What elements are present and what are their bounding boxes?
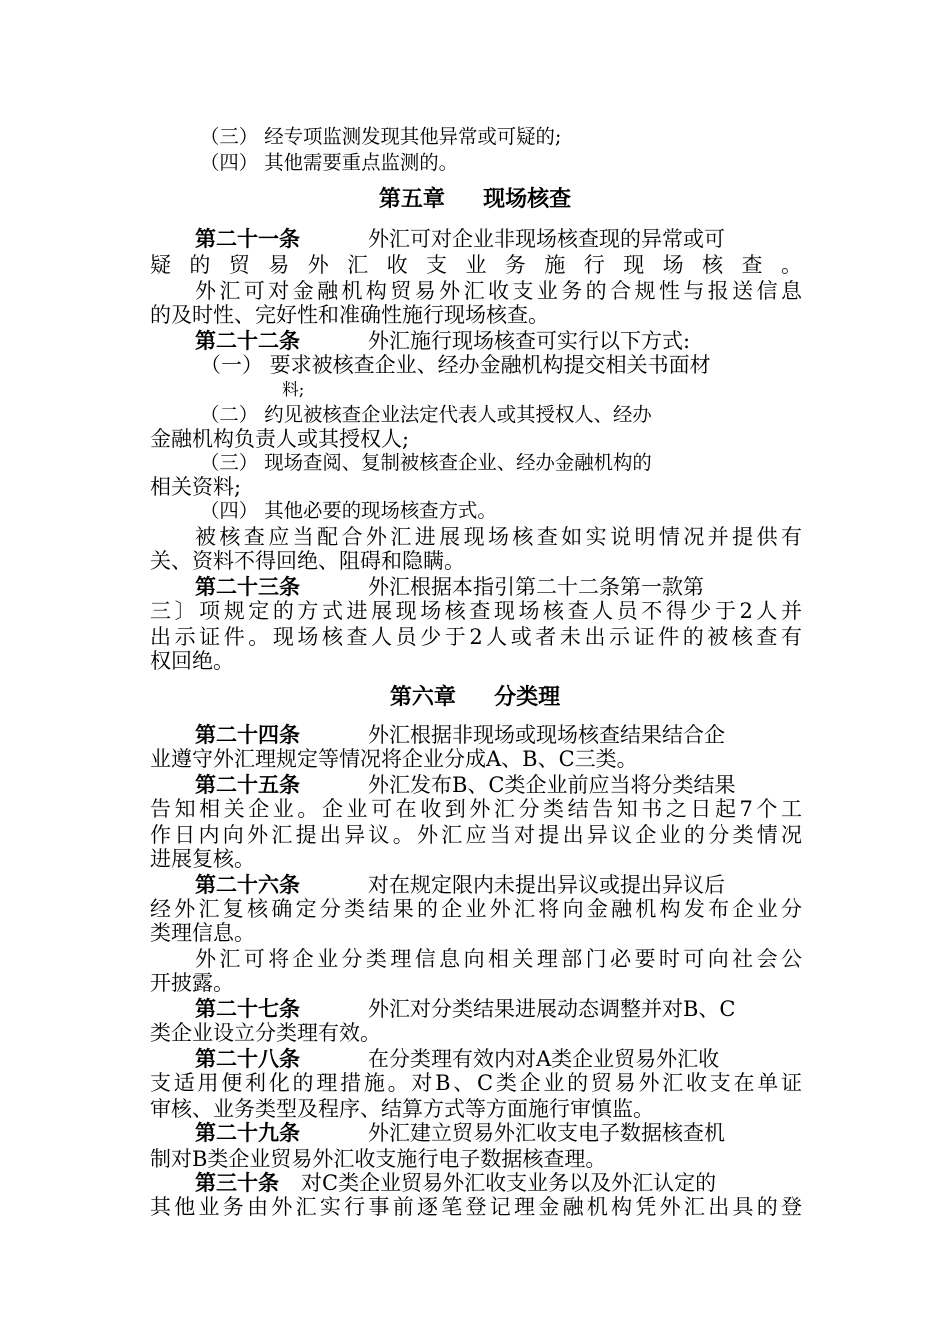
text-line: 三〕项规定的方式进展现场核查现场核查人员不得少于2人并 bbox=[150, 599, 802, 623]
text-line: （二） 约见被核查企业法定代表人或其授权人、经办 bbox=[200, 403, 652, 426]
article-number: 第二十三条 bbox=[195, 575, 300, 599]
text-line: 料; bbox=[282, 379, 305, 399]
text-span: 外汇根据非现场或现场核查结果结合企 bbox=[368, 723, 725, 747]
text-line: 经外汇复核确定分类结果的企业外汇将向金融机构发布企业分 bbox=[150, 897, 802, 921]
text-line: 进展复核。 bbox=[150, 847, 255, 871]
article-line bbox=[195, 1170, 802, 1196]
article-line bbox=[195, 996, 802, 1022]
text-line: 开披露。 bbox=[150, 971, 234, 995]
article-number: 第三十条 bbox=[195, 1171, 279, 1195]
text-span: 对在规定限内未提出异议或提出异议后 bbox=[368, 873, 725, 897]
text-line: 制对B类企业贸易外汇收支施行电子数据核查理。 bbox=[150, 1147, 607, 1171]
text-span: 外汇建立贸易外汇收支电子数据核查机 bbox=[368, 1121, 725, 1145]
article-number: 第二十五条 bbox=[195, 773, 300, 797]
article-number: 第二十二条 bbox=[195, 329, 300, 353]
text-line: 被核查应当配合外汇进展现场核查如实说明情况并提供有 bbox=[195, 525, 802, 549]
text-line: （四） 其他必要的现场核查方式。 bbox=[200, 499, 497, 522]
text-span: 外汇发布B、C类企业前应当将分类结果 bbox=[368, 773, 736, 797]
text-line: 其他业务由外汇实行事前逐笔登记理金融机构凭外汇出具的登 bbox=[150, 1195, 802, 1219]
text-line: 出示证件。现场核查人员少于2人或者未出示证件的被核查有 bbox=[150, 625, 802, 649]
text-line: 疑的贸易外汇收支业务施行现场核查。 bbox=[150, 253, 802, 277]
text-line: 权回绝。 bbox=[150, 649, 234, 673]
text-span: 对C类企业贸易外汇收支业务以及外汇认定的 bbox=[301, 1171, 717, 1195]
text-span: 外汇根据本指引第二十二条第一款第 bbox=[368, 575, 704, 599]
article-line bbox=[195, 328, 802, 354]
article-number: 第二十一条 bbox=[195, 227, 300, 251]
text-line: （三） 现场查阅、复制被核查企业、经办金融机构的 bbox=[200, 451, 652, 474]
text-span: 外汇施行现场核查可实行以下方式: bbox=[368, 329, 691, 353]
article-number: 第二十九条 bbox=[195, 1121, 300, 1145]
text-line: 相关资料; bbox=[150, 475, 242, 499]
text-line: 外汇可对金融机构贸易外汇收支业务的合规性与报送信息 bbox=[195, 279, 802, 303]
text-line: 外汇可将企业分类理信息向相关理部门必要时可向社会公 bbox=[195, 947, 802, 971]
article-line bbox=[195, 574, 802, 600]
article-line bbox=[195, 1046, 802, 1072]
text-line: 关、资料不得回绝、阻碍和隐瞒。 bbox=[150, 549, 465, 573]
text-span: 外汇对分类结果进展动态调整并对B、C bbox=[368, 997, 736, 1021]
text-line: 支适用便利化的理措施。对B、C类企业的贸易外汇收支在单证 bbox=[150, 1071, 802, 1095]
text-line: 告知相关企业。企业可在收到外汇分类结告知书之日起7个工 bbox=[150, 797, 802, 821]
text-line: 金融机构负责人或其授权人; bbox=[150, 427, 410, 451]
text-line: 类理信息。 bbox=[150, 921, 255, 945]
article-number: 第二十七条 bbox=[195, 997, 300, 1021]
article-number: 第二十六条 bbox=[195, 873, 300, 897]
text-line: （一） 要求被核查企业、经办金融机构提交相关书面材 bbox=[200, 353, 711, 377]
article-number: 第二十八条 bbox=[195, 1047, 300, 1071]
article-line bbox=[195, 772, 802, 798]
text-span: 外汇可对企业非现场核查现的异常或可 bbox=[368, 227, 725, 251]
text-line: （四） 其他需要重点监测的。 bbox=[200, 151, 459, 174]
text-line: 作日内向外汇提出异议。外汇应当对提出异议企业的分类情况 bbox=[150, 823, 802, 847]
article-number: 第二十四条 bbox=[195, 723, 300, 747]
article-line bbox=[195, 1120, 802, 1146]
article-line bbox=[195, 226, 802, 252]
text-line: 审核、业务类型及程序、结算方式等方面施行审慎监。 bbox=[150, 1097, 654, 1121]
article-line bbox=[195, 722, 802, 748]
article-line bbox=[195, 872, 802, 898]
text-span: 在分类理有效内对A类企业贸易外汇收 bbox=[368, 1047, 720, 1071]
text-line: 业遵守外汇理规定等情况将企业分成A、B、C三类。 bbox=[150, 747, 638, 771]
chapter-heading: 第五章 现场核查 bbox=[378, 187, 572, 212]
chapter-heading: 第六章 分类理 bbox=[389, 685, 561, 710]
text-line: 的及时性、完好性和准确性施行现场核查。 bbox=[150, 303, 549, 327]
text-line: （三） 经专项监测发现其他异常或可疑的; bbox=[200, 125, 562, 148]
text-line: 类企业设立分类理有效。 bbox=[150, 1021, 381, 1045]
